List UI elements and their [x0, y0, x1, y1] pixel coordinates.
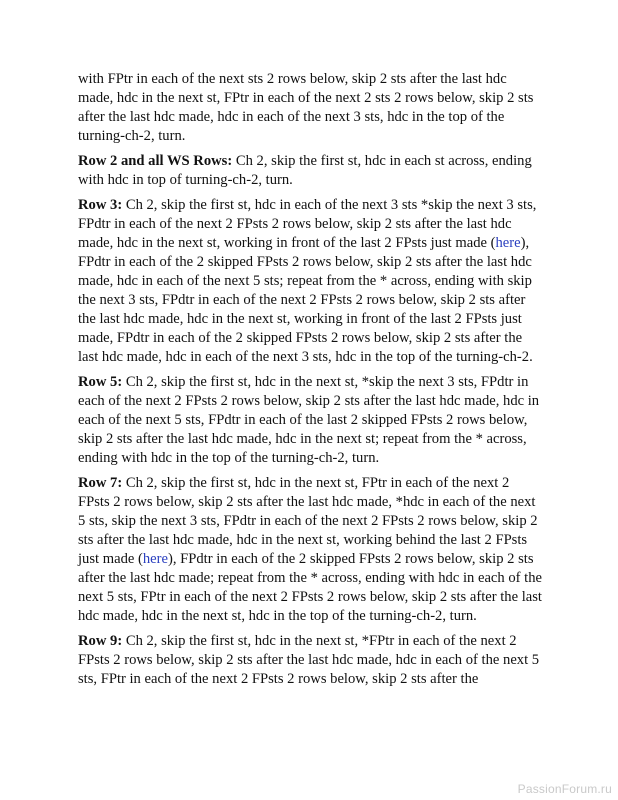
here-link[interactable]: here: [495, 235, 521, 251]
paragraph-text: ), FPdtr in each of the 2 skipped FPsts 2 rows below, skip 2 sts after the last hdc made; repeat from the * across, ending with hdc in each of the next 5 sts, FPtr in each of the next 2 FPsts 2 rows below, skip 2 sts after the last hdc made, hdc in the next st, hdc in the top of the turning-ch-2, turn.: [78, 551, 542, 624]
paragraph-row-9: [78, 632, 544, 689]
paragraph-row-7: [78, 474, 544, 626]
paragraph-text: Ch 2, skip the first st, hdc in the next st, *skip the next 3 sts, FPdtr in each of the next 2 FPsts 2 rows below, skip 2 sts after the last hdc made, hdc in each of the next 5 sts, FPdtr in each of the last 2 skipped FPsts 2 rows below, skip 2 sts after the last hdc made, hdc in the next st; repeat from the * across, ending with hdc in the top of the turning-ch-2, turn.: [78, 374, 540, 466]
paragraph-text: Ch 2, skip the first st, hdc in each of the next 3 sts *skip the next 3 sts, FPdtr in each of the next 2 FPsts 2 rows below, skip 2 sts after the last hdc made, hdc in the next st, working in front of the last 2 FPsts just made (: [78, 197, 537, 251]
paragraph-text: ), FPdtr in each of the 2 skipped FPsts 2 rows below, skip 2 sts after the last hdc made, hdc in each of the next 5 sts; repeat from the * across, ending with skip the next 3 sts, FPdtr in each of the next 2 FPsts 2 rows below, skip 2 sts after the last hdc made, hdc in the next st, working in front of the last 2 FPsts just made, FPdtr in each of the 2 skipped FPsts 2 rows below, skip 2 sts after the last hdc made, hdc in each of the next 3 sts, hdc in the top of the turning-ch-2.: [78, 235, 533, 365]
row-label: Row 5:: [78, 374, 123, 390]
paragraph-text: Ch 2, skip the first st, hdc in the next st, *FPtr in each of the next 2 FPsts 2 rows below, skip 2 sts after the last hdc made, hdc in each of the next 5 sts, FPtr in each of the next 2 FPsts 2 rows below, skip 2 sts after the: [78, 633, 540, 687]
watermark: PassionForum.ru: [517, 782, 612, 796]
row-label: Row 7:: [78, 475, 123, 491]
row-label: Row 9:: [78, 633, 123, 649]
paragraph-text: Ch 2, skip the first st, hdc in each st across, ending with hdc in top of turning-ch-2, turn.: [78, 153, 532, 188]
paragraph-row-3: [78, 196, 544, 367]
here-link[interactable]: here: [142, 551, 168, 567]
row-label: Row 2 and all WS Rows:: [78, 153, 233, 169]
paragraph-text: with FPtr in each of the next sts 2 rows below, skip 2 sts after the last hdc made, hdc in the next st, FPtr in each of the next 2 sts 2 rows below, skip 2 sts after the last hdc made, hdc in each of the next 3 sts, hdc in the top of the turning-ch-2, turn.: [78, 71, 534, 144]
document-page: [78, 70, 544, 695]
paragraph-text: Ch 2, skip the first st, hdc in the next st, FPtr in each of the next 2 FPsts 2 rows below, skip 2 sts after the last hdc made, *hdc in each of the next 5 sts, skip the next 3 sts, FPdtr in each of the next 2 FPsts 2 rows below, skip 2 sts after the last hdc made, hdc in the next st, working behind the last 2 FPsts just made (: [78, 475, 538, 567]
row-label: Row 3:: [78, 197, 123, 213]
paragraph-continuation: [78, 70, 544, 146]
paragraph-row-2: [78, 152, 544, 190]
paragraph-row-5: [78, 373, 544, 468]
